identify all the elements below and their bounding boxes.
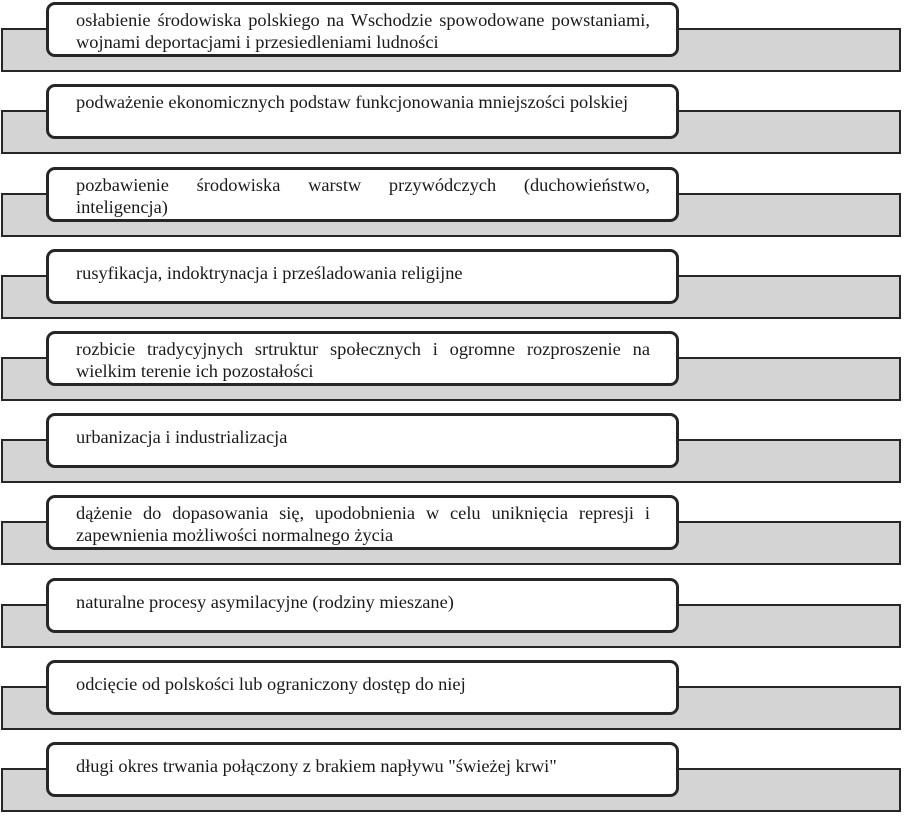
factor-text: rusyfikacja, indoktrynacja i prześladowania religijne	[76, 263, 463, 283]
factor-row-9	[0, 658, 905, 734]
factor-row-8	[0, 576, 905, 652]
factor-box	[46, 249, 679, 304]
factor-box	[46, 578, 679, 633]
factor-text: podważenie ekonomicznych podstaw funkcjonowania mniejszości polskiej	[76, 92, 629, 112]
factor-row-10	[0, 740, 905, 816]
factor-text: naturalne procesy asymilacyjne (rodziny mieszane)	[76, 592, 454, 612]
factor-box	[46, 495, 679, 550]
factor-row-4	[0, 247, 905, 323]
factor-text: pozbawienie środowiska warstw przywódczych (duchowieństwo, inteligencja)	[76, 175, 650, 217]
factor-text: osłabienie środowiska polskiego na Wschodzie spowodowane powstaniami, wojnami deportacjami i przesiedleniami ludności	[76, 10, 650, 52]
factor-box	[46, 413, 679, 468]
factor-box	[46, 167, 679, 222]
factor-box	[46, 742, 679, 797]
factor-text: rozbicie tradycyjnych srtruktur społecznych i ogromne rozproszenie na wielkim terenie ich pozostałości	[76, 339, 650, 381]
factor-row-6	[0, 411, 905, 487]
factor-row-3	[0, 165, 905, 241]
factor-row-5	[0, 329, 905, 405]
factor-text: urbanizacja i industrializacja	[76, 427, 288, 447]
factor-text: odcięcie od polskości lub ograniczony dostęp do niej	[76, 674, 466, 694]
factor-box	[46, 660, 679, 715]
factor-box	[46, 84, 679, 139]
factor-text: dążenie do dopasowania się, upodobnienia w celu uniknięcia represji i zapewnienia możliwości normalnego życia	[76, 503, 650, 545]
factor-box	[46, 331, 679, 386]
factor-text: długi okres trwania połączony z brakiem napływu "świeżej krwi"	[76, 756, 557, 776]
factor-box	[46, 2, 679, 57]
factor-row-2	[0, 82, 905, 158]
factor-row-1	[0, 0, 905, 76]
factor-row-7	[0, 493, 905, 569]
